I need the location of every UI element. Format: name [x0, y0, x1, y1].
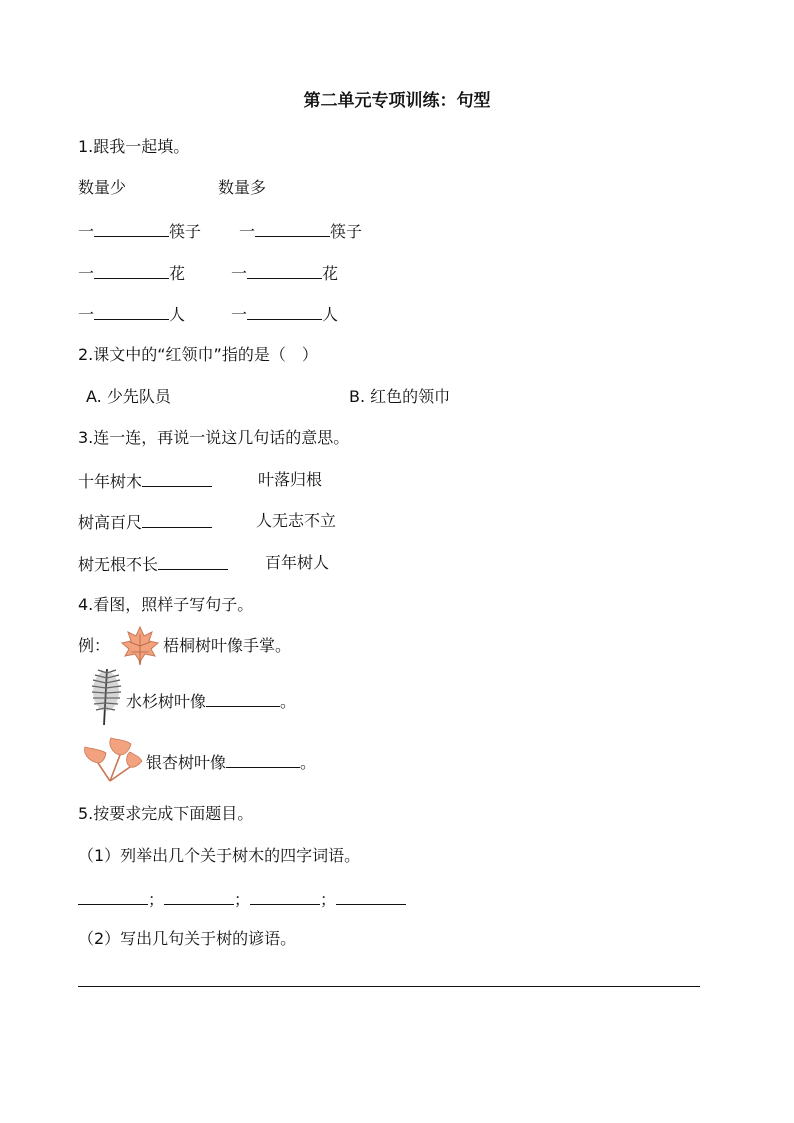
- q4-blank-2[interactable]: [226, 751, 300, 768]
- q1-blank-3a[interactable]: [94, 303, 169, 320]
- q1-col-left: 数量少: [78, 178, 127, 197]
- q5-blank-1[interactable]: [78, 888, 148, 905]
- fir-branch-icon: [86, 665, 126, 727]
- q4-blank-1[interactable]: [206, 690, 280, 707]
- q3-blank-2[interactable]: [142, 511, 212, 528]
- q5-sub-2: （2）写出几句关于树的谚语。: [78, 929, 297, 948]
- q3-right-3[interactable]: 百年树人: [265, 553, 330, 572]
- q3-row-2: 树高百尺: [78, 511, 212, 533]
- q3-right-2[interactable]: 人无志不立: [256, 511, 337, 530]
- q4-heading: 4.看图，照样子写句子。: [78, 595, 254, 614]
- q4-example-sentence: 梧桐树叶像手掌。: [163, 636, 292, 655]
- q5-proverb-blank[interactable]: [78, 970, 700, 987]
- q1-column-headers: [78, 178, 266, 198]
- q1-blank-1a[interactable]: [94, 220, 169, 237]
- q5-sub-1: （1）列举出几个关于树木的四字词语。: [78, 846, 361, 865]
- q1-blank-3b[interactable]: [247, 303, 322, 320]
- q3-heading: 3.连一连，再说一说这几句话的意思。: [78, 428, 350, 447]
- q3-blank-1[interactable]: [142, 470, 212, 487]
- q1-blank-1b[interactable]: [255, 220, 330, 237]
- q1-row-1: 一 筷子 一 筷子: [78, 222, 363, 241]
- maple-leaf-icon: [118, 624, 162, 666]
- q5-blank-4[interactable]: [336, 888, 406, 905]
- q1-blank-2a[interactable]: [94, 262, 169, 279]
- q2-option-b[interactable]: B. 红色的领巾: [349, 387, 451, 406]
- q5-blank-2[interactable]: [164, 888, 234, 905]
- q2-option-a[interactable]: A. 少先队员: [86, 387, 171, 406]
- q4-item-2: 银杏树叶像 。: [146, 753, 317, 772]
- q3-row-3: 树无根不长: [78, 553, 228, 575]
- q4-example-label: 例：: [78, 636, 111, 655]
- q2-heading: 2.课文中的“红领巾”指的是（ ）: [78, 345, 318, 364]
- q1-row-2: 一 花 一 花: [78, 264, 339, 283]
- q4-item-1: 水杉树叶像 。: [126, 692, 297, 711]
- q1-col-right: 数量多: [218, 178, 267, 197]
- page-title: 第二单元专项训练：句型: [303, 91, 491, 111]
- q5-heading: 5.按要求完成下面题目。: [78, 804, 254, 823]
- ginkgo-leaf-icon: [80, 735, 144, 785]
- q5-idiom-blanks: ； ； ；: [78, 888, 406, 910]
- q1-row-3: 一 人 一 人: [78, 305, 339, 324]
- q5-blank-3[interactable]: [250, 888, 320, 905]
- q1-heading: 1.跟我一起填。: [78, 137, 190, 156]
- q1-blank-2b[interactable]: [247, 262, 322, 279]
- q5-proverb-line: [78, 970, 700, 992]
- q3-row-1: 十年树木: [78, 470, 212, 492]
- q3-blank-3[interactable]: [158, 553, 228, 570]
- q3-right-1[interactable]: 叶落归根: [258, 470, 323, 489]
